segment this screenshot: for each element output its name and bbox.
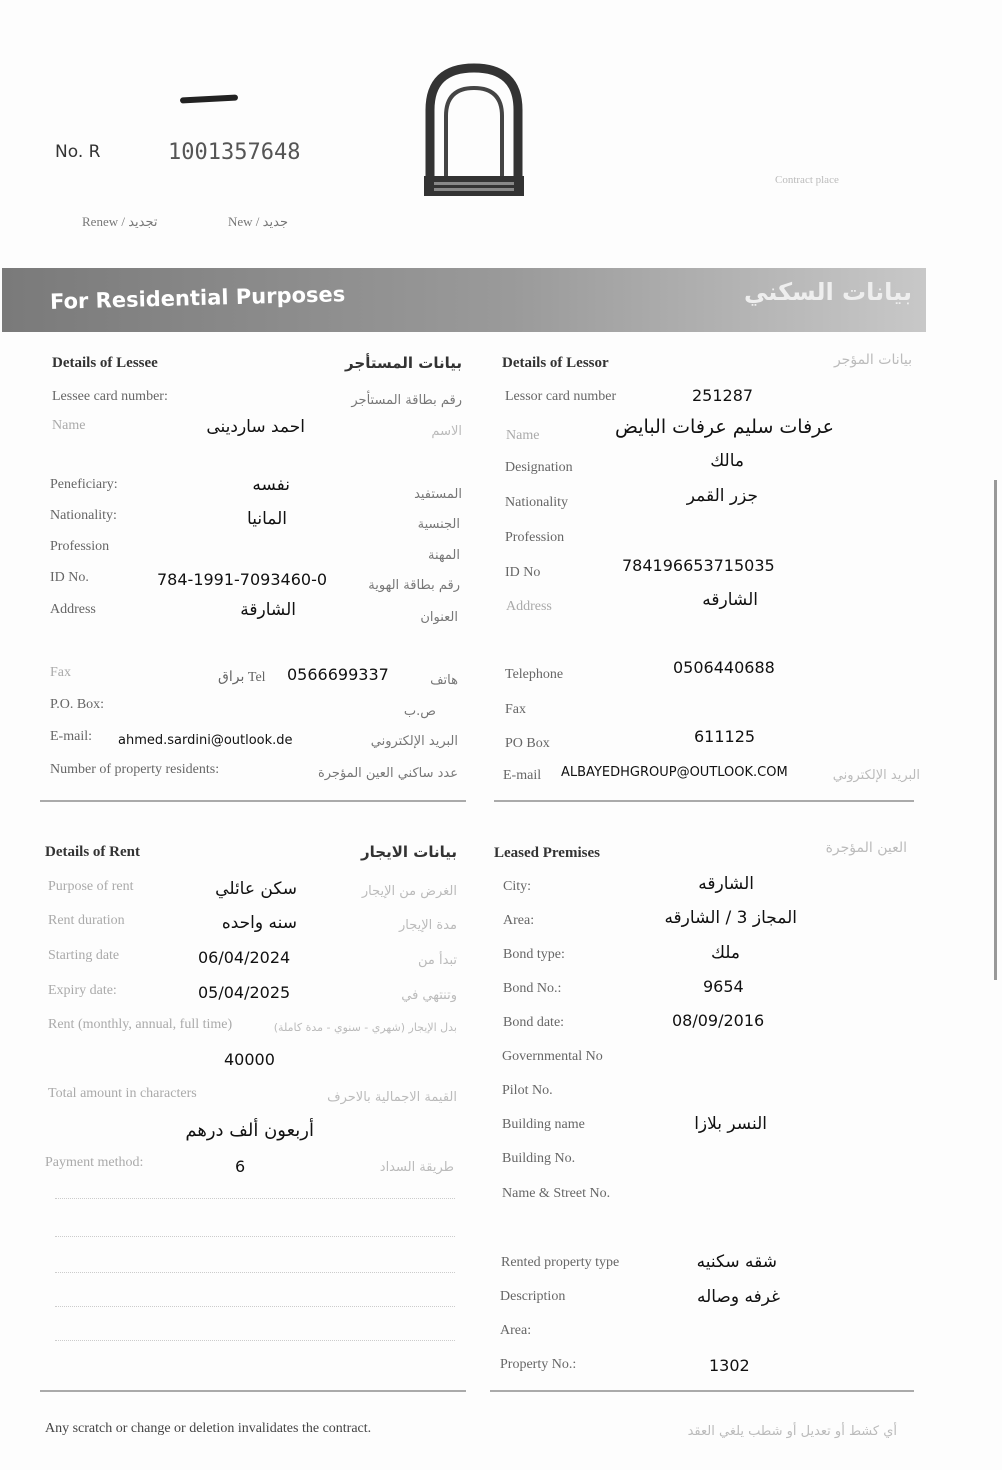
lessor-nationality-label: Nationality — [505, 495, 568, 510]
footer-note-ar: أي كشط أو تعديل أو شطب يلغي العقد — [687, 1424, 897, 1439]
rent-duration-label: Rent duration — [48, 913, 125, 928]
lessor-fax-label: Fax — [505, 702, 526, 717]
rent-purpose-label-ar: الغرض من الإيجار — [361, 884, 457, 899]
premises-bond-no-label: Bond No.: — [503, 981, 562, 996]
lessee-tel-label-ar: هاتف — [430, 673, 458, 688]
rent-blank-line-2 — [55, 1236, 455, 1237]
no-label: No. R — [55, 142, 101, 162]
rent-divider — [40, 1390, 466, 1392]
rent-amount-label: Rent (monthly, annual, full time) — [48, 1017, 233, 1032]
banner-title-ar: بيانات السكني — [743, 278, 912, 306]
rent-payment-label: Payment method: — [45, 1155, 144, 1170]
premises-bond-type-label: Bond type: — [503, 947, 565, 962]
lessor-designation: مالك — [710, 451, 744, 471]
lessee-email: ahmed.sardini@outlook.de — [118, 733, 293, 748]
lessee-id-no: 784-1991-7093460-0 — [157, 570, 328, 589]
lessee-email-label: E-mail: — [50, 729, 92, 744]
rent-amount: 40000 — [224, 1050, 275, 1069]
lessor-address: الشارقه — [702, 590, 758, 610]
municipality-logo — [420, 60, 528, 200]
header-pen-mark — [180, 94, 238, 103]
lessor-heading-ar: بيانات المؤجر — [833, 352, 912, 368]
premises-description: غرفه وصاله — [696, 1287, 780, 1307]
rent-payment-label-ar: طريقة السداد — [379, 1160, 454, 1175]
rent-blank-line-3 — [55, 1272, 455, 1273]
lessee-divider — [40, 800, 466, 802]
rent-blank-line-1 — [55, 1198, 455, 1199]
lessor-card-no: 251287 — [692, 386, 754, 405]
premises-area-label: Area: — [503, 913, 535, 928]
lessee-nationality: المانيا — [247, 509, 287, 529]
lessee-beneficiary-label-ar: المستفيد — [414, 487, 462, 502]
lessee-pobox-label: P.O. Box: — [50, 697, 105, 712]
lessee-email-label-ar: البريد الإلكتروني — [370, 734, 458, 749]
lessee-name-label: Name — [52, 418, 86, 433]
footer-note-en: Any scratch or change or deletion invalidates the contract. — [45, 1421, 372, 1436]
lessee-beneficiary: نفسه — [252, 475, 290, 495]
banner-title-en: For Residential Purposes — [49, 282, 346, 314]
rent-total-chars-label-ar: القيمة الاجمالية بالاحرف — [327, 1090, 457, 1105]
lessor-email-label-ar: البريد الإلكتروني — [832, 768, 920, 783]
premises-building-no-label: Building No. — [502, 1151, 576, 1166]
lessor-telephone: 0506440688 — [673, 658, 775, 677]
premises-area2-label: Area: — [500, 1323, 532, 1338]
lessee-heading-en: Details of Lessee — [52, 355, 158, 371]
premises-bond-no: 9654 — [703, 977, 744, 996]
lessee-pobox-label-ar: ص.ب — [403, 704, 436, 719]
premises-heading-en: Leased Premises — [494, 845, 600, 861]
rent-expiry-label: Expiry date: — [48, 983, 117, 998]
lessor-id-label: ID No — [505, 565, 541, 580]
premises-description-label: Description — [500, 1289, 566, 1304]
scan-edge-mark — [994, 480, 997, 980]
lessor-email: ALBAYEDHGROUP@OUTLOOK.COM — [561, 765, 788, 780]
lessee-nationality-label: Nationality: — [50, 508, 117, 523]
rent-duration-label-ar: مدة الإيجار — [398, 918, 457, 933]
rent-purpose-label: Purpose of rent — [48, 879, 134, 894]
rent-blank-line-5 — [55, 1340, 455, 1341]
lessee-beneficiary-label: Peneficiary: — [50, 477, 118, 492]
lessee-profession-label: Profession — [50, 539, 110, 554]
lessee-name-label-ar: الاسم — [431, 424, 462, 439]
lessee-card-label-ar: رقم بطاقة المستأجر — [351, 393, 462, 408]
premises-property-type-label: Rented property type — [501, 1255, 620, 1270]
lessee-card-label: Lessee card number: — [52, 389, 168, 404]
lessee-profession-label-ar: المهنة — [428, 548, 460, 563]
lessor-nationality: جزر القمر — [686, 486, 758, 506]
lessee-tel-label: براق Tel — [218, 670, 266, 685]
lessee-name: احمد ساردينى — [206, 417, 305, 437]
premises-building-name-label: Building name — [502, 1117, 585, 1132]
premises-city: الشارقه — [698, 874, 754, 894]
lessor-name-label: Name — [506, 428, 540, 443]
lessor-profession-label: Profession — [505, 530, 565, 545]
rent-expiry-label-ar: وتنتهي في — [401, 988, 457, 1003]
premises-property-no: 1302 — [709, 1356, 750, 1375]
lessee-address-label-ar: العنوان — [420, 610, 458, 625]
lessor-pobox-label: PO Box — [505, 736, 550, 751]
premises-bond-date-label: Bond date: — [503, 1015, 565, 1030]
lessor-telephone-label: Telephone — [505, 667, 564, 682]
rent-duration: سنه واحده — [221, 913, 297, 933]
lessor-address-label: Address — [506, 599, 552, 614]
lessor-name: عرفات سليم عرفات البايض — [614, 416, 834, 438]
lessee-nationality-label-ar: الجنسية — [417, 517, 460, 532]
lessor-card-label: Lessor card number — [505, 389, 617, 404]
lessee-heading-ar: بيانات المستأجر — [345, 354, 462, 372]
premises-building-name: النسر بلازا — [694, 1114, 767, 1134]
rent-expiry-date: 05/04/2025 — [198, 983, 291, 1002]
lessor-heading-en: Details of Lessor — [502, 355, 609, 371]
contract-number: 1001357648 — [168, 140, 301, 165]
premises-heading-ar: العين المؤجرة — [825, 840, 907, 856]
lessor-pobox: 611125 — [694, 727, 756, 746]
lessee-residents-label-ar: عدد ساكني العين المؤجرة — [317, 766, 458, 781]
rent-total-chars-label: Total amount in characters — [48, 1086, 197, 1101]
premises-area: المجاز 3 / الشارقه — [664, 908, 797, 928]
lessee-telephone: 0566699337 — [287, 665, 389, 684]
rent-total-chars: أربعون ألف درهم — [185, 1120, 314, 1141]
premises-bond-type: ملك — [710, 943, 740, 963]
lessee-id-label: ID No. — [50, 570, 89, 585]
renew-label: Renew / تجديد — [82, 214, 158, 229]
premises-city-label: City: — [503, 879, 532, 894]
lessee-id-label-ar: رقم بطاقة الهوية — [368, 578, 460, 593]
premises-street-label: Name & Street No. — [502, 1186, 611, 1201]
premises-property-type: شقه سكنيه — [696, 1252, 777, 1272]
premises-gov-no-label: Governmental No — [502, 1049, 603, 1064]
new-label: New / جديد — [228, 214, 288, 229]
rent-start-label: Starting date — [48, 948, 120, 963]
lessee-fax-label: Fax — [50, 665, 71, 680]
lessor-divider — [494, 800, 914, 802]
premises-bond-date: 08/09/2016 — [672, 1011, 765, 1030]
rent-purpose: سكن عائلي — [215, 879, 297, 899]
lessee-address: الشارقة — [240, 600, 296, 620]
rent-blank-line-4 — [55, 1306, 455, 1307]
premises-plot-no-label: Pilot No. — [502, 1083, 553, 1098]
rent-heading-en: Details of Rent — [45, 844, 140, 860]
premises-divider — [490, 1390, 914, 1392]
rent-amount-label-ar: بدل الإيجار (شهري - سنوي - مدة كاملة) — [273, 1021, 457, 1034]
rent-start-date: 06/04/2024 — [198, 948, 291, 967]
rent-payment: 6 — [235, 1157, 246, 1176]
premises-property-no-label: Property No.: — [500, 1357, 577, 1372]
lessor-email-label: E-mail — [503, 768, 542, 783]
contract-place-label: Contract place — [775, 174, 839, 186]
lessee-residents-label: Number of property residents: — [50, 762, 220, 777]
rent-heading-ar: بيانات الايجار — [361, 843, 457, 861]
rent-start-label-ar: تبدأ من — [418, 953, 457, 968]
lessor-designation-label: Designation — [505, 460, 573, 475]
lessor-id-no: 784196653715035 — [622, 556, 775, 575]
lessee-address-label: Address — [50, 602, 96, 617]
